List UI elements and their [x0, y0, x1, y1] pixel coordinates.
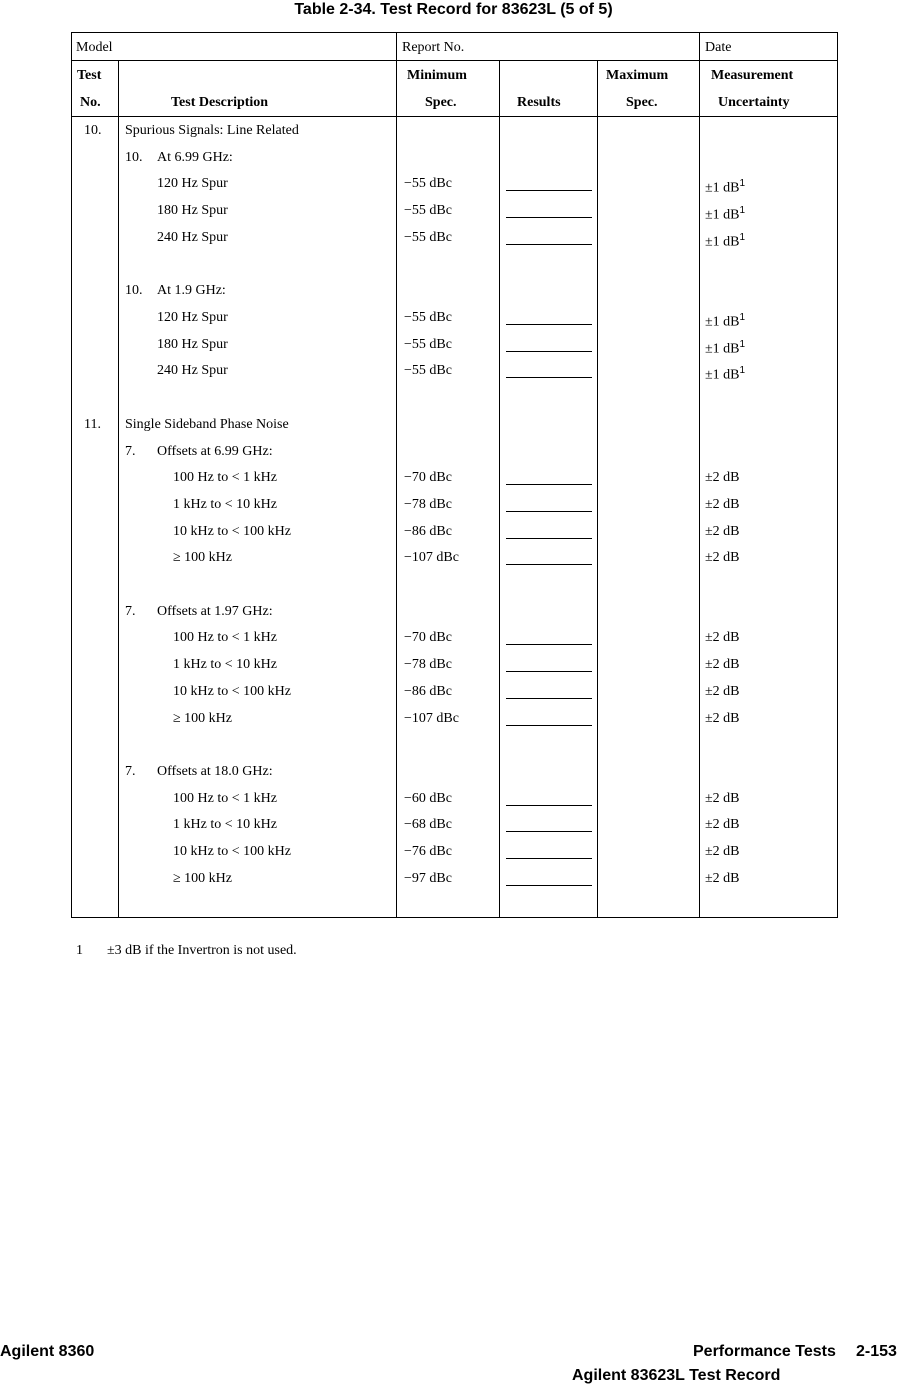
result-entry-field[interactable]	[506, 511, 592, 512]
subtest-number: 10.	[125, 150, 143, 165]
uncertainty-value: ±1 dB	[705, 341, 740, 357]
footnote-reference: 1	[739, 232, 746, 243]
uncertainty-value: ±2 dB	[705, 470, 740, 485]
result-entry-field[interactable]	[506, 698, 592, 699]
minimum-spec: −55 dBc	[404, 310, 452, 325]
header-maximum: Maximum	[606, 68, 669, 83]
uncertainty-value: ±2 dB	[705, 817, 740, 832]
measurement-uncertainty	[705, 308, 745, 333]
test-description: 100 Hz to < 1 kHz	[173, 630, 277, 645]
test-description: ≥ 100 kHz	[173, 711, 233, 726]
test-description: 1 kHz to < 10 kHz	[173, 817, 277, 832]
footnote-reference: 1	[739, 205, 746, 216]
date-label: Date	[705, 40, 732, 55]
table-title: Table 2-34. Test Record for 83623L (5 of 5)	[294, 1, 613, 18]
minimum-spec: −70 dBc	[404, 630, 452, 645]
header-measurement: Measurement	[711, 68, 794, 83]
result-entry-field[interactable]	[506, 831, 592, 832]
test-description: 10 kHz to < 100 kHz	[173, 524, 291, 539]
uncertainty-value: ±1 dB	[705, 367, 740, 383]
measurement-uncertainty	[705, 335, 745, 360]
footnote-reference: 1	[739, 365, 746, 376]
test-description: 180 Hz Spur	[157, 337, 228, 352]
result-entry-field[interactable]	[506, 484, 592, 485]
footer-product: Agilent 8360	[0, 1343, 95, 1360]
uncertainty-value: ±2 dB	[705, 871, 740, 886]
test-description: Spurious Signals: Line Related	[125, 123, 299, 138]
header-results: Results	[517, 95, 561, 110]
minimum-spec: −78 dBc	[404, 657, 452, 672]
test-description: 120 Hz Spur	[157, 310, 228, 325]
minimum-spec: −97 dBc	[404, 871, 452, 886]
measurement-uncertainty	[705, 815, 740, 835]
header-uncertainty: Uncertainty	[718, 95, 790, 110]
result-entry-field[interactable]	[506, 324, 592, 325]
footnote-reference: 1	[739, 178, 746, 189]
measurement-uncertainty	[705, 548, 740, 568]
measurement-uncertainty	[705, 174, 745, 199]
measurement-uncertainty	[705, 869, 740, 889]
minimum-spec: −60 dBc	[404, 791, 452, 806]
test-description: Offsets at 18.0 GHz:	[157, 764, 273, 779]
column-divider	[118, 60, 119, 918]
minimum-spec: −55 dBc	[404, 230, 452, 245]
result-entry-field[interactable]	[506, 190, 592, 191]
minimum-spec: −107 dBc	[404, 711, 459, 726]
test-description: 10 kHz to < 100 kHz	[173, 844, 291, 859]
measurement-uncertainty	[705, 789, 740, 809]
header-no: No.	[80, 95, 101, 110]
measurement-uncertainty	[705, 842, 740, 862]
test-description: ≥ 100 kHz	[173, 871, 233, 886]
uncertainty-value: ±1 dB	[705, 207, 740, 223]
measurement-uncertainty	[705, 522, 740, 542]
header-max-spec: Spec.	[626, 95, 658, 110]
measurement-uncertainty	[705, 709, 740, 729]
measurement-uncertainty	[705, 361, 745, 386]
result-entry-field[interactable]	[506, 671, 592, 672]
test-description: At 6.99 GHz:	[157, 150, 233, 165]
measurement-uncertainty	[705, 655, 740, 675]
measurement-uncertainty	[705, 228, 745, 253]
subtest-number: 7.	[125, 764, 136, 779]
result-entry-field[interactable]	[506, 538, 592, 539]
minimum-spec: −86 dBc	[404, 524, 452, 539]
table-border-right	[837, 32, 838, 918]
footnote-text: ±3 dB if the Invertron is not used.	[107, 943, 297, 958]
column-divider	[597, 60, 598, 918]
header-description: Test Description	[171, 95, 269, 110]
test-description: 240 Hz Spur	[157, 230, 228, 245]
uncertainty-value: ±2 dB	[705, 684, 740, 699]
minimum-spec: −55 dBc	[404, 337, 452, 352]
header-min-spec: Spec.	[425, 95, 457, 110]
footnote-reference: 1	[739, 339, 746, 350]
test-description: 1 kHz to < 10 kHz	[173, 657, 277, 672]
test-description: Single Sideband Phase Noise	[125, 417, 289, 432]
test-description: 100 Hz to < 1 kHz	[173, 791, 277, 806]
minimum-spec: −107 dBc	[404, 550, 459, 565]
uncertainty-value: ±1 dB	[705, 180, 740, 196]
footer-page-number: 2-153	[856, 1343, 897, 1360]
test-description: ≥ 100 kHz	[173, 550, 233, 565]
test-description: 10 kHz to < 100 kHz	[173, 684, 291, 699]
uncertainty-value: ±2 dB	[705, 791, 740, 806]
table-border-top	[71, 32, 838, 33]
minimum-spec: −55 dBc	[404, 176, 452, 191]
test-description: At 1.9 GHz:	[157, 283, 226, 298]
minimum-spec: −55 dBc	[404, 363, 452, 378]
result-entry-field[interactable]	[506, 377, 592, 378]
subtest-number: 7.	[125, 444, 136, 459]
minimum-spec: −78 dBc	[404, 497, 452, 512]
result-entry-field[interactable]	[506, 564, 592, 565]
table-border-bottom	[71, 917, 838, 918]
measurement-uncertainty	[705, 628, 740, 648]
uncertainty-value: ±2 dB	[705, 844, 740, 859]
footnote-mark: 1	[76, 943, 83, 958]
footer-section: Performance Tests	[693, 1343, 836, 1360]
uncertainty-value: ±2 dB	[705, 657, 740, 672]
test-description: 120 Hz Spur	[157, 176, 228, 191]
divider	[71, 116, 838, 117]
column-divider	[396, 32, 397, 918]
table-border-left	[71, 32, 72, 918]
result-entry-field[interactable]	[506, 805, 592, 806]
column-divider	[699, 32, 700, 918]
measurement-uncertainty	[705, 495, 740, 515]
minimum-spec: −68 dBc	[404, 817, 452, 832]
subtest-number: 7.	[125, 604, 136, 619]
measurement-uncertainty	[705, 682, 740, 702]
footer-subtitle: Agilent 83623L Test Record	[572, 1367, 781, 1384]
uncertainty-value: ±1 dB	[705, 234, 740, 250]
header-test: Test	[77, 68, 102, 83]
minimum-spec: −86 dBc	[404, 684, 452, 699]
model-label: Model	[76, 40, 113, 55]
minimum-spec: −70 dBc	[404, 470, 452, 485]
measurement-uncertainty	[705, 468, 740, 488]
test-description: 1 kHz to < 10 kHz	[173, 497, 277, 512]
test-description: 180 Hz Spur	[157, 203, 228, 218]
uncertainty-value: ±2 dB	[705, 711, 740, 726]
result-entry-field[interactable]	[506, 725, 592, 726]
test-description: Offsets at 6.99 GHz:	[157, 444, 273, 459]
uncertainty-value: ±2 dB	[705, 497, 740, 512]
measurement-uncertainty	[705, 201, 745, 226]
result-entry-field[interactable]	[506, 885, 592, 886]
test-description: 100 Hz to < 1 kHz	[173, 470, 277, 485]
test-description: 240 Hz Spur	[157, 363, 228, 378]
result-entry-field[interactable]	[506, 351, 592, 352]
result-entry-field[interactable]	[506, 217, 592, 218]
test-number: 11.	[84, 417, 101, 432]
test-number: 10.	[84, 123, 102, 138]
footnote-reference: 1	[739, 312, 746, 323]
result-entry-field[interactable]	[506, 244, 592, 245]
test-description: Offsets at 1.97 GHz:	[157, 604, 273, 619]
result-entry-field[interactable]	[506, 858, 592, 859]
report-no-label: Report No.	[402, 40, 465, 55]
header-minimum: Minimum	[407, 68, 467, 83]
uncertainty-value: ±2 dB	[705, 630, 740, 645]
minimum-spec: −55 dBc	[404, 203, 452, 218]
column-divider	[499, 60, 500, 918]
result-entry-field[interactable]	[506, 644, 592, 645]
uncertainty-value: ±1 dB	[705, 314, 740, 330]
subtest-number: 10.	[125, 283, 143, 298]
uncertainty-value: ±2 dB	[705, 524, 740, 539]
uncertainty-value: ±2 dB	[705, 550, 740, 565]
minimum-spec: −76 dBc	[404, 844, 452, 859]
divider	[71, 60, 838, 61]
